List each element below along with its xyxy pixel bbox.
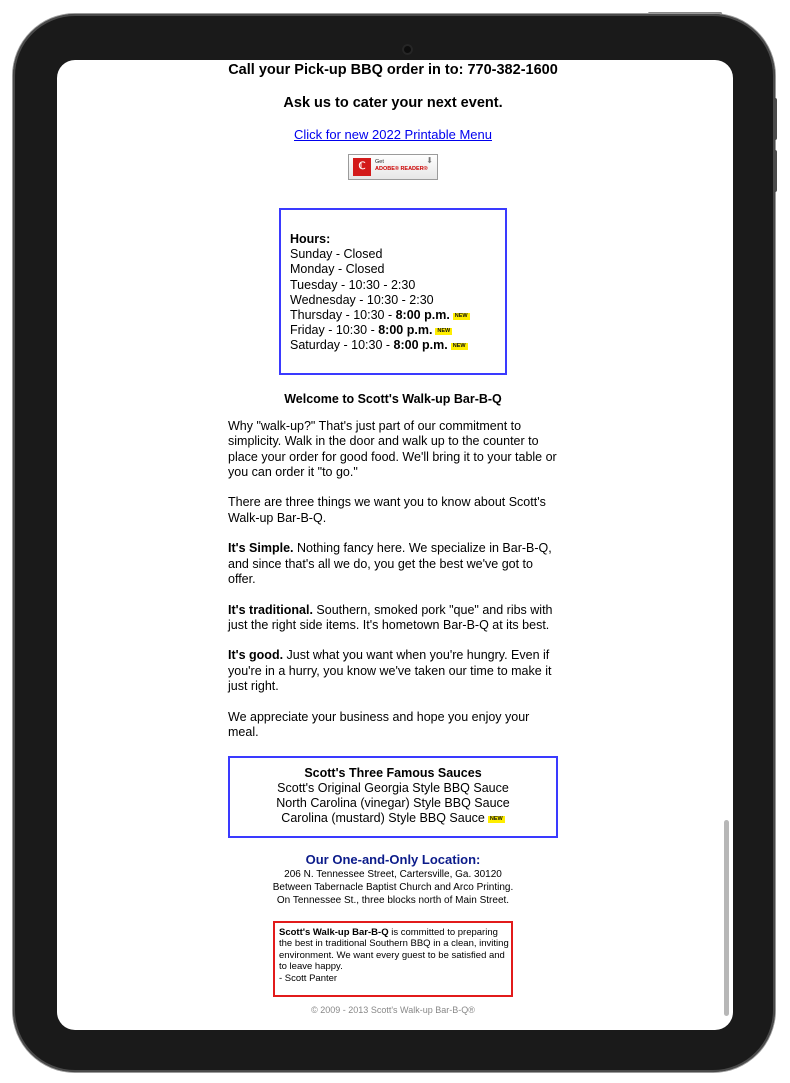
browser-viewport[interactable] (57, 60, 733, 1030)
quote-signature: - Scott Panter (279, 972, 338, 984)
hours-row-wednesday: Wednesday - 10:30 - 2:30 (290, 292, 434, 307)
adobe-badge-text (375, 159, 428, 173)
cater-heading: Ask us to cater your next event. (283, 95, 503, 111)
new-badge: NEW (437, 328, 451, 335)
welcome-title: Welcome to Scott's Walk-up Bar-B-Q (284, 392, 502, 406)
paragraph-good: It's good. Just what you want when you're hungry. Even if you're in a hurry, you know we've taken our time to make it just right. (228, 648, 552, 694)
adobe-pdf-icon: ℂ (353, 158, 371, 176)
volume-down-button (773, 150, 777, 192)
new-badge: NEW (452, 343, 466, 350)
location-address: 206 N. Tennessee Street, Cartersville, Ga. 30120 (284, 868, 502, 880)
adobe-get-label: Get (375, 159, 384, 165)
new-badge: NEW (454, 313, 468, 320)
location-details (57, 868, 729, 907)
get-adobe-reader-button[interactable] (348, 154, 438, 180)
sauce-item: Scott's Original Georgia Style BBQ Sauce (277, 780, 509, 795)
paragraph-walk-up: Why "walk-up?" That's just part of our commitment to simplicity. Walk in the door and walk up to the counter to place your order for good food. We'll bring it to your table or you can order it "to go." (228, 419, 557, 479)
quote-text: is committed to preparing the best in traditional Southern BBQ in a clean, inviting environment. We want every guest to be satisfied and to leave happy. (279, 926, 509, 973)
hours-row-monday: Monday - Closed (290, 262, 385, 277)
hours-row-tuesday: Tuesday - 10:30 - 2:30 (290, 277, 416, 292)
volume-up-button (773, 98, 777, 140)
new-badge: NEW (489, 816, 503, 823)
printable-menu-link[interactable]: Click for new 2022 Printable Menu (294, 127, 492, 142)
page-content (57, 60, 729, 1015)
quote-brand: Scott's Walk-up Bar-B-Q (279, 926, 389, 938)
hours-row-thursday: Thursday - 10:30 - 8:00 p.m. NEW (290, 308, 468, 323)
paragraph-traditional: It's traditional. Southern, smoked pork "que" and ribs with just the right side items. It's hometown Bar-B-Q at its best. (228, 602, 553, 632)
copyright: © 2009 - 2013 Scott's Walk-up Bar-B-Q® (311, 1004, 475, 1015)
welcome-body (228, 419, 558, 740)
sauces-box (228, 756, 558, 838)
call-order-heading: Call your Pick-up BBQ order in to: 770-382-1600 (228, 62, 558, 78)
paragraph-appreciate: We appreciate your business and hope you enjoy your meal. (228, 709, 530, 739)
sauce-item: North Carolina (vinegar) Style BBQ Sauce (276, 796, 510, 811)
owner-quote-box (273, 921, 513, 997)
hours-box (279, 208, 507, 375)
adobe-brand-label: ADOBE® READER® (375, 166, 428, 172)
location-between: Between Tabernacle Baptist Church and Arco Printing. (272, 881, 514, 893)
hours-row-friday: Friday - 10:30 - 8:00 p.m. NEW (290, 323, 451, 338)
camera-icon (402, 44, 413, 55)
hours-row-sunday: Sunday - Closed (290, 247, 383, 262)
location-title: Our One-and-Only Location: (305, 851, 481, 867)
location-directions: On Tennessee St., three blocks north of Main Street. (276, 894, 510, 906)
sauce-item: Carolina (mustard) Style BBQ Sauce (281, 811, 485, 826)
paragraph-three-things: There are three things we want you to know about Scott's Walk-up Bar-B-Q. (228, 495, 546, 525)
sauces-title: Scott's Three Famous Sauces (304, 765, 482, 780)
hours-title: Hours: (290, 232, 331, 246)
vertical-scrollbar[interactable] (724, 820, 729, 1016)
download-arrow-icon: ⬇ (426, 156, 433, 165)
hours-row-saturday: Saturday - 10:30 - 8:00 p.m. NEW (290, 338, 466, 353)
paragraph-simple: It's Simple. Nothing fancy here. We specialize in Bar-B-Q, and since that's all we do, you get the best we've got to offer. (228, 541, 552, 586)
